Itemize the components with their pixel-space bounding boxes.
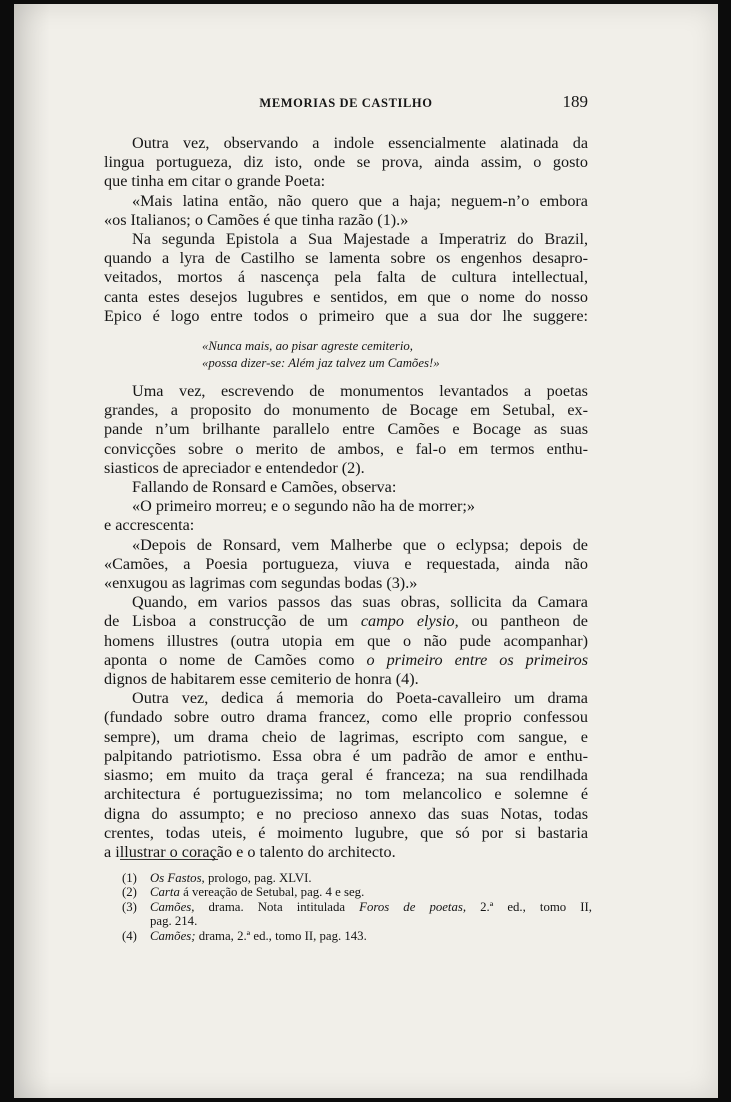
text-line: Uma vez, escrevendo de monumentos levantados a poetas [132,382,588,401]
body-text [104,134,588,862]
footnote-italic: Os Fastos, [150,871,205,885]
page-edge-shadow [14,4,50,1098]
text-line: Na segunda Epistola a Sua Majestade a Imperatriz do Brazil, [132,230,588,249]
footnote-italic: Camões, [150,899,195,914]
verse-quote [202,338,588,371]
text-line: palpitando patriotismo. Essa obra é um padrão de amor e enthu- [104,746,588,765]
footnote-text: drama. Nota intitulada [194,899,360,914]
footnote-2 [122,885,592,899]
book-page [14,4,718,1098]
footnote-number: (4) [122,928,137,943]
text-line: digna do assumpto; e no precioso annexo das suas Notas, todas [104,804,588,823]
text-run: aponta o nome de Camões como [104,650,367,669]
footnote-italic: Carta [150,885,180,900]
text-line: Epico é logo entre todos o primeiro que a sua dor lhe suggere: [104,306,588,325]
footnote-3-continuation [122,914,592,928]
running-title: MEMORIAS DE CASTILHO [259,96,433,110]
text-line: Fallando de Ronsard e Camões, observa: [132,478,397,497]
quote-line: «Camões, a Poesia portugueza, viuva e requestada, ainda não [104,554,588,573]
text-line: architectura é portuguezissima; no tom melancolico e solemne é [104,785,588,804]
text-line: e accrescenta: [104,516,195,535]
text-line: convicções sobre o merito de ambos, e fal-o em termos enthu- [104,439,588,458]
text-line: siasticos de apreciador e entendedor (2). [104,458,365,477]
footnote-number: (3) [122,899,137,914]
page-number: 189 [562,92,588,111]
footnote-text: drama, 2.ª ed., tomo II, pag. 143. [195,928,367,943]
footnote-text: 2.ª ed., tomo II, [466,899,592,914]
text-line: pande n’um brilhante parallelo entre Camões e Bocage as suas [104,420,588,439]
verse-line: «possa dizer-se: Além jaz talvez um Camões!» [202,355,440,370]
text-line: canta estes desejos lugubres e sentidos, em que o nome do nosso [104,287,588,306]
footnote-number: (1) [122,871,137,885]
quote-line: «Mais latina então, não quero que a haja; neguem-n’o embora [132,191,588,210]
footnote-3 [122,900,592,914]
page-header [104,92,588,114]
text-run: de Lisboa a construcção de um [104,612,361,631]
text-line: siasmo; em muito da traça geral é franceza; na sua rendilhada [104,766,588,785]
text-line: sempre), um drama cheio de lagrimas, escripto com sangue, e [104,727,588,746]
text-line: veitados, mortos á nascença pela falta de cultura intellectual, [104,268,588,287]
footnote-text: pag. 214. [150,914,198,929]
text-line [104,612,588,631]
italic-run: o primeiro entre os primeiros [366,650,588,669]
footnote-1 [122,871,592,885]
verse-line: «Nunca mais, ao pisar agreste cemiterio, [202,339,414,354]
footnote-divider [120,859,218,860]
text-line: a illustrar o coração e o talento do architecto. [104,842,396,861]
quote-line: «os Italianos; o Camões é que tinha razão (1).» [104,210,409,229]
footnote-italic: Foros de poetas, [359,899,467,914]
italic-run: campo elysio, [360,612,459,631]
text-line: quando a lyra de Castilho se lamenta sobre os engenhos desapro- [104,249,588,268]
footnote-text: á vereação de Setubal, pag. 4 e seg. [179,885,365,900]
text-line: Outra vez, dedica á memoria do Poeta-cavalleiro um drama [132,689,588,708]
footnote-text: prologo, pag. XLVI. [204,871,312,885]
footnote-4 [122,929,592,943]
text-line: crentes, todas uteis, é moimento lugubre, que só por si bastaria [104,823,588,842]
text-line: Quando, em varios passos das suas obras, sollicita da Camara [132,593,588,612]
text-line: dignos de habitarem esse cemiterio de honra (4). [104,670,419,689]
quote-line: «Depois de Ronsard, vem Malherbe que o eclypsa; depois de [132,535,588,554]
text-line: homens illustres (outra utopia em que o não pude acompanhar) [104,631,588,650]
quote-line: «enxugou as lagrimas com segundas bodas (3).» [104,574,418,593]
quote-line: «O primeiro morreu; e o segundo não ha de morrer;» [132,497,475,516]
text-line: que tinha em citar o grande Poeta: [104,172,326,191]
text-line: Outra vez, observando a indole essencialmente alatinada da [132,134,588,152]
footnote-italic: Camões; [150,928,196,943]
footnotes [122,871,592,943]
text-line: lingua portugueza, diz isto, onde se prova, ainda assim, o gosto [104,153,588,172]
text-line: (fundado sobre outro drama francez, como elle proprio confessou [104,708,588,727]
text-line: grandes, a proposito do monumento de Bocage em Setubal, ex- [104,401,588,420]
text-line [104,651,588,670]
text-run: ou pantheon de [458,612,588,631]
footnote-number: (2) [122,885,137,900]
